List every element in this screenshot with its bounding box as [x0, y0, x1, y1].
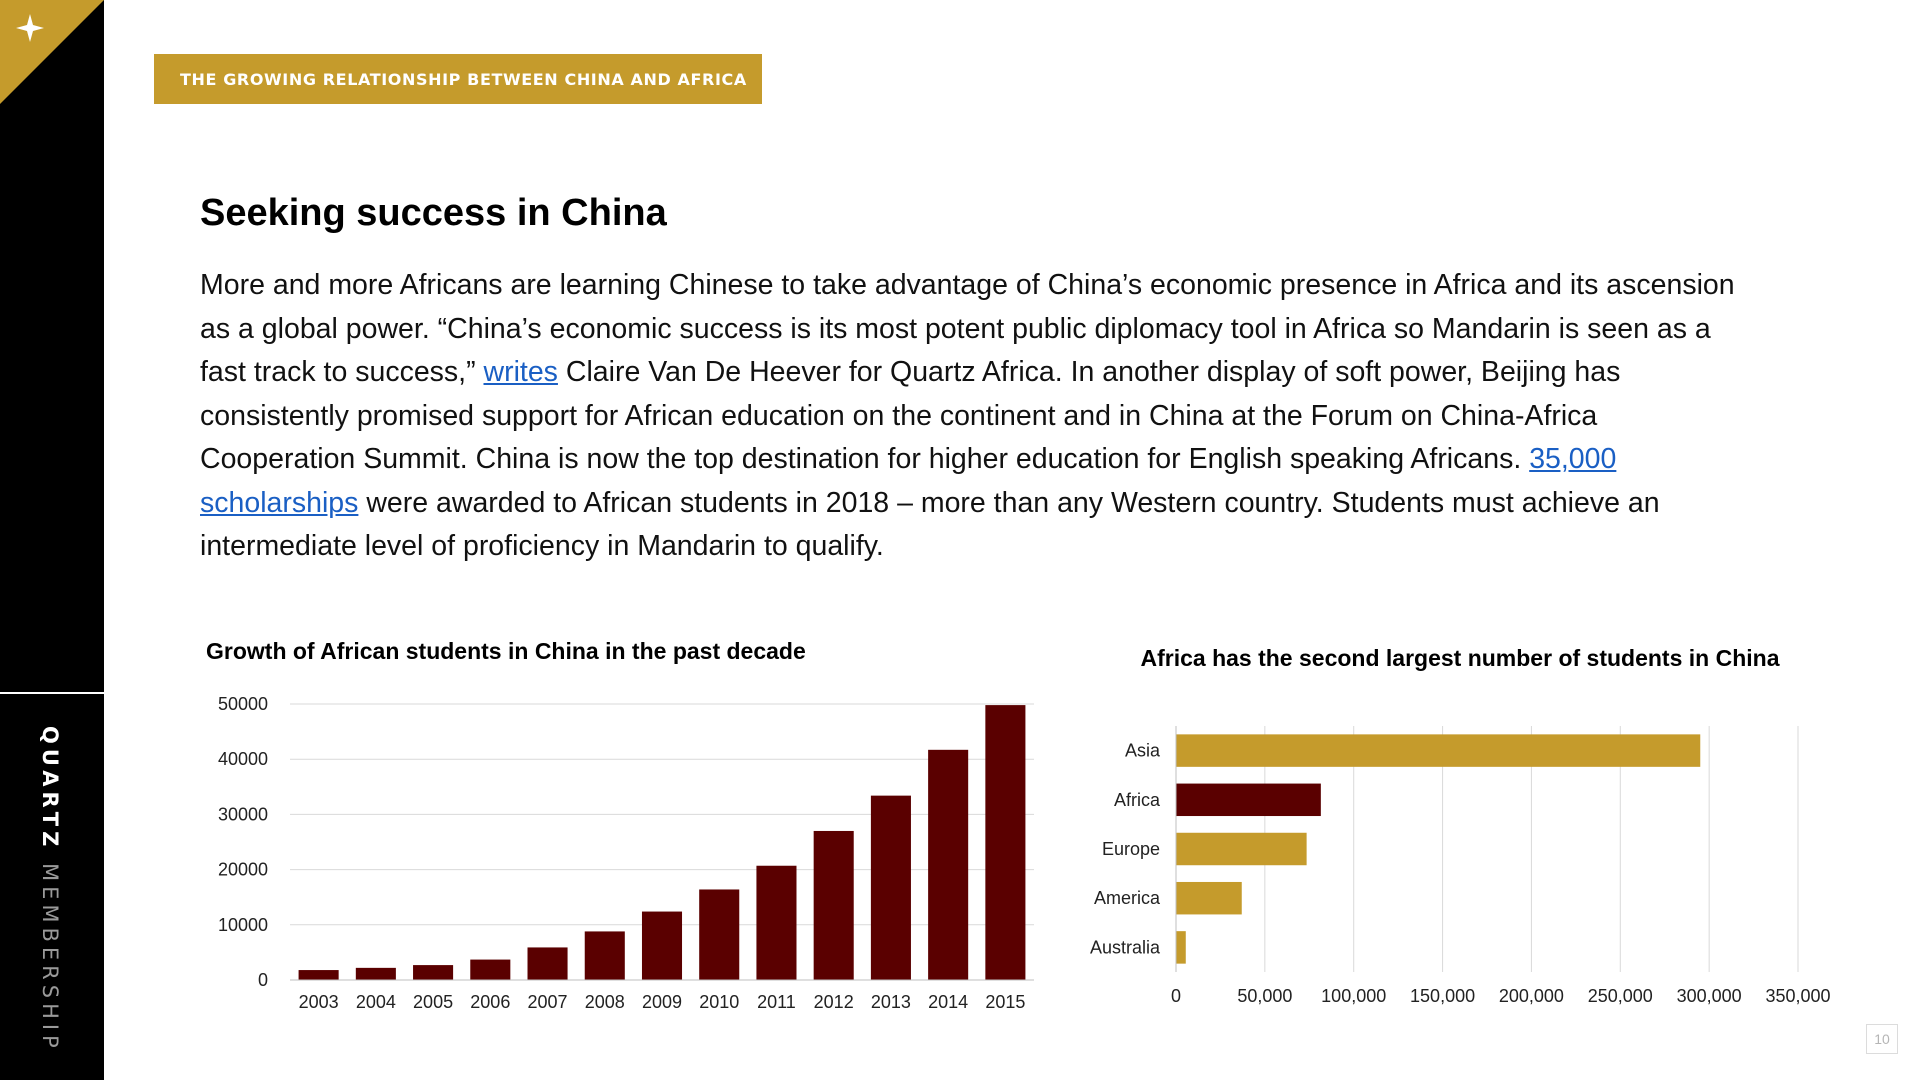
page-number: 10 [1866, 1024, 1898, 1054]
x-tick-label: 250,000 [1587, 986, 1653, 1006]
x-tick-label: 2013 [870, 992, 911, 1012]
writes-link[interactable]: writes [483, 356, 558, 388]
bar-2013 [871, 796, 911, 980]
y-category-label: Asia [1124, 740, 1160, 761]
y-tick-label: 0 [257, 970, 268, 990]
section-tag-label: THE GROWING RELATIONSHIP BETWEEN CHINA AND AFRICA [180, 69, 747, 89]
x-tick-label: 350,000 [1765, 986, 1831, 1006]
bar-asia [1176, 734, 1700, 766]
x-tick-label: 2004 [355, 992, 396, 1012]
bar-2007 [528, 947, 568, 980]
x-tick-label: 2015 [985, 992, 1026, 1012]
y-category-label: Australia [1089, 937, 1160, 958]
x-tick-label: 2012 [813, 992, 854, 1012]
bar-2014 [928, 750, 968, 980]
bar-europe [1176, 833, 1307, 865]
body-text-part2: Claire Van De Heever for Quartz Africa. In another display of soft power, Beijing has consistently promised support for African education on the continent and in China at the Forum on China-Africa Cooperation Summit. China is now the top destination for higher education for English speaking Africans. [200, 356, 1621, 475]
scholarships-link[interactable]: 35,000 scholarships [200, 443, 1617, 519]
x-tick-label: 2007 [527, 992, 568, 1012]
page-title: Seeking success in China [200, 192, 667, 234]
brand-name-membership: MEMBERSHIP [38, 851, 62, 1053]
bar-2004 [356, 968, 396, 980]
y-category-label: America [1093, 888, 1160, 909]
body-text-part1: More and more Africans are learning Chinese to take advantage of China’s economic presence in Africa and its ascension as a global power. “China’s economic success is its most potent public diplomacy tool in Africa so Mandarin is seen as a fast track to success,” [200, 269, 1735, 388]
gold-corner-logo [0, 0, 104, 104]
x-tick-label: 2003 [298, 992, 339, 1012]
bar-2011 [756, 866, 796, 980]
x-tick-label: 300,000 [1676, 986, 1742, 1006]
y-tick-label: 30000 [217, 804, 268, 825]
y-tick-label: 50000 [217, 694, 268, 714]
x-tick-label: 2011 [757, 992, 796, 1012]
section-tag [154, 54, 762, 104]
bar-2006 [470, 960, 510, 980]
chart2-title: Africa has the second largest number of students in China [1140, 645, 1780, 671]
x-tick-label: 2014 [928, 992, 969, 1012]
y-tick-label: 20000 [217, 859, 268, 880]
brand-name-quartz: QUARTZ [38, 726, 62, 852]
body-paragraph [200, 264, 1760, 569]
bar-2003 [299, 970, 339, 980]
x-tick-label: 2008 [584, 992, 625, 1012]
y-tick-label: 10000 [217, 914, 268, 935]
x-tick-label: 50,000 [1237, 986, 1293, 1006]
x-tick-label: 2005 [413, 992, 454, 1012]
chart1-title: Growth of African students in China in the past decade [206, 638, 806, 664]
x-tick-label: 200,000 [1498, 986, 1564, 1006]
bar-2015 [985, 705, 1025, 980]
y-category-label: Africa [1113, 789, 1160, 810]
bar-australia [1176, 931, 1186, 963]
x-tick-label: 2010 [699, 992, 740, 1012]
bar-2010 [699, 889, 739, 980]
x-tick-label: 2006 [470, 992, 511, 1012]
african-students-growth-chart [200, 690, 1040, 1020]
bar-america [1176, 882, 1242, 914]
x-tick-label: 150,000 [1410, 986, 1476, 1006]
x-tick-label: 2009 [641, 992, 683, 1012]
x-tick-label: 0 [1170, 986, 1182, 1006]
sidebar-divider [0, 692, 104, 694]
bar-2005 [413, 965, 453, 980]
bar-africa [1176, 784, 1321, 816]
bar-2009 [642, 912, 682, 980]
x-tick-label: 100,000 [1321, 986, 1387, 1006]
students-by-region-chart [1060, 712, 1850, 1012]
bar-2008 [585, 931, 625, 980]
y-tick-label: 40000 [217, 749, 268, 770]
body-text-part3: were awarded to African students in 2018 – more than any Western country. Students must achieve an intermediate level of proficiency in Mandarin to qualify. [200, 486, 1660, 562]
brand-logo [38, 726, 68, 1056]
y-category-label: Europe [1101, 839, 1160, 859]
bar-2012 [814, 831, 854, 980]
